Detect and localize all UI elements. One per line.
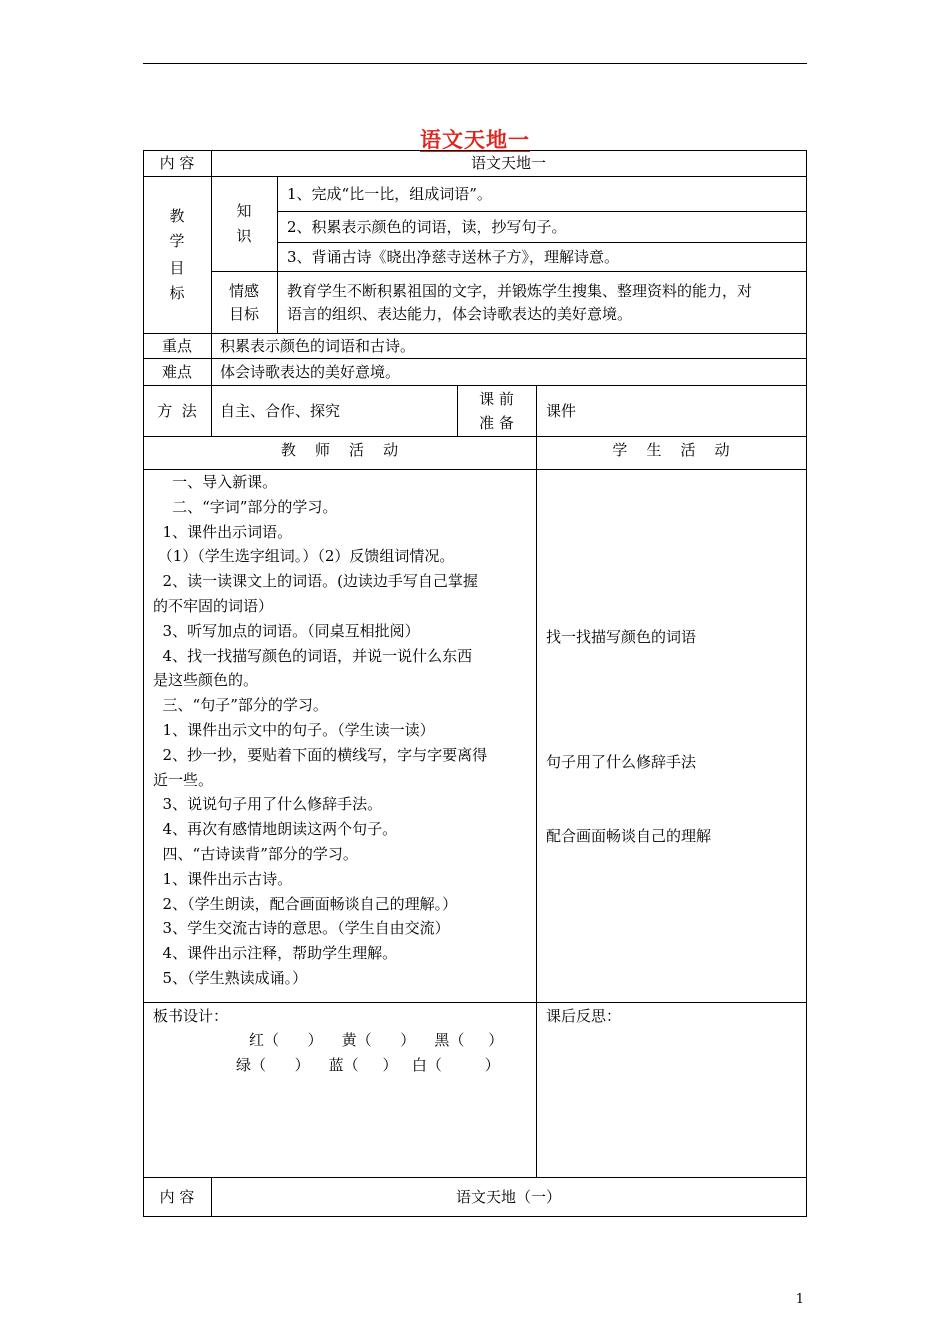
student-note: 找一找描写颜色的词语 [546,628,697,646]
board-design-label: 板书设计： [153,1007,229,1025]
teacher-line: （1）（学生选字组词。）（2）反馈组词情况。 [153,547,455,566]
method-label: 方 法 [157,402,197,420]
key-point-label: 重点 [161,337,192,355]
key-point-value: 积累表示颜色的词语和古诗。 [220,337,416,355]
page-title: 语文天地一 [420,127,530,152]
student-activity-header: 学 生 活 动 [612,441,730,459]
difficulty-value: 体会诗歌表达的美好意境。 [220,363,401,381]
knowledge-item: 2、积累表示颜色的词语，读，抄写句子。 [287,218,567,236]
teacher-line: 三、“句子”部分的学习。 [153,696,328,715]
board-design-row: 红（ ） 黄（ ） 黑（ ） [249,1031,504,1049]
teacher-line: 的不牢固的词语） [153,596,274,615]
footer-content-value: 语文天地（一） [455,1188,561,1206]
content-value: 语文天地一 [470,154,546,172]
teacher-line: 5、（学生熟读成诵。） [153,968,308,987]
student-note: 配合画面畅谈自己的理解 [546,827,712,845]
teacher-line: 2、抄一抄，要贴着下面的横线写，字与字要离得 [153,745,488,764]
teacher-line: 3、学生交流古诗的意思。（学生自由交流） [153,919,450,938]
difficulty-label: 难点 [161,363,192,381]
teacher-line: 二、“字词”部分的学习。 [153,497,338,516]
teacher-line: 4、找一找描写颜色的词语，并说一说什么东西 [153,646,473,665]
teacher-line: 近一些。 [153,770,214,789]
teacher-line: 4、再次有感情地朗读这两个句子。 [153,820,398,839]
header-rule [143,63,807,64]
teacher-line: 2、读一读课文上的词语。(边读边手写自己掌握 [153,572,478,591]
teacher-line: 3、说说句子用了什么修辞手法。 [153,795,383,814]
student-note: 句子用了什么修辞手法 [546,753,697,771]
teacher-line: 是这些颜色的。 [153,671,259,690]
footer-content-label: 内 容 [159,1188,195,1206]
reflection-label: 课后反思： [546,1007,622,1025]
teacher-line: 4、课件出示注释，帮助学生理解。 [153,944,398,963]
prep-value: 课件 [546,402,577,420]
teacher-line: 1、课件出示文中的句子。（学生读一读） [153,720,435,739]
content-label: 内 容 [159,154,195,172]
teacher-activity-list [153,470,533,991]
page-number: 1 [795,1292,804,1307]
teacher-line: 1、课件出示词语。 [153,522,293,541]
teacher-line: 3、听写加点的词语。（同桌互相批阅） [153,621,420,640]
board-design-row: 绿（ ） 蓝（ ） 白（ ） [236,1056,500,1074]
teacher-line: 2、（学生朗读，配合画面畅谈自己的理解。） [153,894,458,913]
teacher-activity-header: 教 师 活 动 [280,441,399,459]
teacher-line: 四、“古诗读背”部分的学习。 [153,844,358,863]
knowledge-item: 3、背诵古诗《晓出净慈寺送林子方》，理解诗意。 [287,248,620,266]
teacher-line: 一、导入新课。 [153,473,278,491]
teacher-line: 1、课件出示古诗。 [153,869,293,888]
knowledge-item: 1、完成“比一比，组成词语”。 [287,185,492,203]
method-value: 自主、合作、探究 [220,402,341,420]
